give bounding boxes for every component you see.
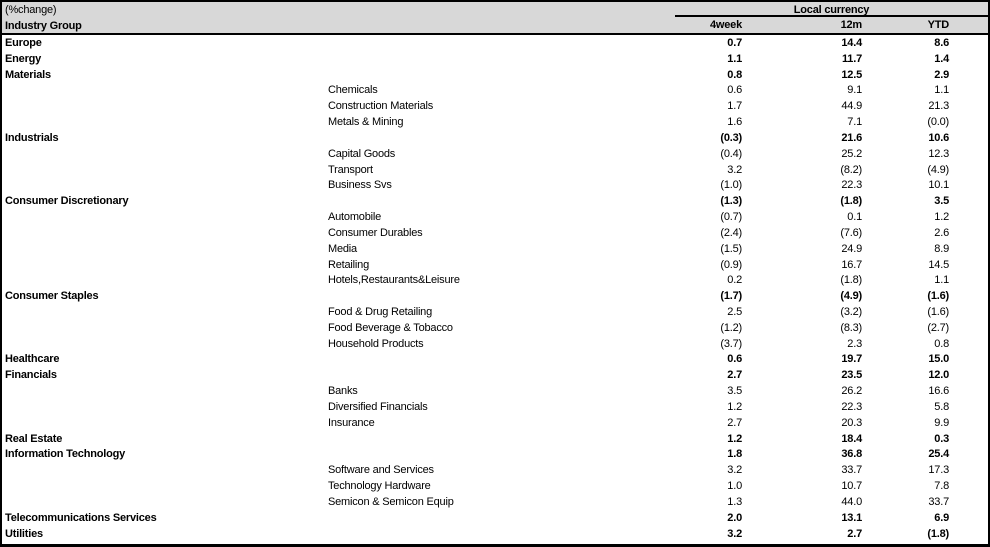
column-headers	[675, 17, 988, 33]
value-4week: 0.8	[727, 68, 742, 81]
industry-group-row	[2, 367, 988, 383]
value-12m: 11.7	[841, 52, 862, 65]
header-right-section	[675, 2, 988, 33]
value-4week: 0.6	[727, 353, 742, 366]
value-ytd: 3.5	[934, 195, 949, 208]
value-ytd: 0.3	[934, 432, 949, 445]
value-ytd: (1.8)	[927, 527, 949, 540]
value-4week: (1.0)	[720, 179, 742, 192]
industry-group-row	[2, 130, 988, 146]
row-label: Media	[328, 242, 357, 255]
value-4week: (0.7)	[720, 211, 742, 224]
row-label: Telecommunications Services	[5, 511, 157, 524]
value-ytd: 1.1	[934, 274, 949, 287]
row-label: Healthcare	[5, 353, 60, 366]
header-left-section	[2, 2, 675, 33]
value-ytd: 10.6	[928, 131, 949, 144]
row-label: Consumer Discretionary	[5, 195, 129, 208]
row-label: Chemicals	[328, 84, 378, 97]
sub-industry-row	[2, 82, 988, 98]
value-4week: 3.5	[727, 385, 742, 398]
industry-group-row	[2, 51, 988, 67]
sub-industry-row	[2, 383, 988, 399]
value-12m: 10.7	[841, 480, 862, 493]
value-ytd: 10.1	[928, 179, 949, 192]
value-4week: 1.2	[727, 432, 742, 445]
row-label: Consumer Durables	[328, 226, 423, 239]
value-ytd: 2.9	[934, 68, 949, 81]
sub-industry-row	[2, 462, 988, 478]
sub-industry-row	[2, 225, 988, 241]
industry-group-row	[2, 352, 988, 368]
value-12m: 9.1	[847, 84, 862, 97]
value-4week: (3.7)	[720, 337, 742, 350]
row-label: Metals & Mining	[328, 116, 404, 129]
value-12m: 0.1	[847, 211, 862, 224]
sub-industry-row	[2, 494, 988, 510]
industry-group-row	[2, 447, 988, 463]
value-4week: 2.0	[727, 511, 742, 524]
row-label: Technology Hardware	[328, 480, 431, 493]
value-12m: 25.2	[841, 147, 862, 160]
value-4week: 2.7	[727, 416, 742, 429]
value-4week: 1.1	[727, 52, 742, 65]
row-label: Automobile	[328, 211, 382, 224]
row-label: Hotels,Restaurants&Leisure	[328, 274, 460, 287]
value-ytd: 14.5	[928, 258, 949, 271]
sub-industry-row	[2, 241, 988, 257]
value-12m: 16.7	[841, 258, 862, 271]
value-12m: 13.1	[841, 511, 862, 524]
value-4week: (1.5)	[720, 242, 742, 255]
row-label: Capital Goods	[328, 147, 396, 160]
row-label: Household Products	[328, 337, 424, 350]
value-ytd: 8.6	[934, 36, 949, 49]
row-label: Transport	[328, 163, 373, 176]
row-label: Real Estate	[5, 432, 63, 445]
value-4week: (1.7)	[720, 290, 742, 303]
value-ytd: 21.3	[928, 100, 949, 113]
value-ytd: 1.4	[934, 52, 949, 65]
value-4week: (1.3)	[720, 195, 742, 208]
value-12m: 24.9	[841, 242, 862, 255]
industry-group-row	[2, 67, 988, 83]
value-12m: (1.8)	[840, 195, 862, 208]
value-12m: (1.8)	[840, 274, 862, 287]
value-4week: 1.8	[727, 448, 742, 461]
column-header-12m: 12m	[840, 19, 862, 31]
sub-industry-row	[2, 304, 988, 320]
value-12m: 12.5	[841, 68, 862, 81]
value-12m: 2.7	[847, 527, 862, 540]
sub-industry-row	[2, 399, 988, 415]
value-ytd: 6.9	[934, 511, 949, 524]
value-ytd: (2.7)	[927, 321, 949, 334]
industry-group-row	[2, 35, 988, 51]
sub-industry-row	[2, 478, 988, 494]
sub-industry-row	[2, 98, 988, 114]
row-label: Industrials	[5, 131, 59, 144]
value-ytd: 7.8	[934, 480, 949, 493]
value-12m: (8.2)	[840, 163, 862, 176]
sub-industry-row	[2, 336, 988, 352]
value-ytd: 1.1	[934, 84, 949, 97]
industry-group-row	[2, 288, 988, 304]
value-ytd: 16.6	[928, 385, 949, 398]
value-4week: 1.2	[727, 400, 742, 413]
column-header-ytd: YTD	[927, 19, 949, 31]
value-12m: 23.5	[841, 369, 862, 382]
row-label: Europe	[5, 36, 42, 49]
value-4week: 3.2	[727, 464, 742, 477]
row-label: Software and Services	[328, 464, 434, 477]
value-4week: (0.4)	[720, 147, 742, 160]
value-ytd: (4.9)	[927, 163, 949, 176]
value-4week: 2.5	[727, 305, 742, 318]
sub-industry-row	[2, 320, 988, 336]
value-ytd: (1.6)	[927, 305, 949, 318]
value-12m: 18.4	[841, 432, 862, 445]
sub-industry-row	[2, 114, 988, 130]
sub-industry-row	[2, 209, 988, 225]
value-4week: 3.2	[727, 527, 742, 540]
value-4week: 3.2	[727, 163, 742, 176]
value-ytd: 5.8	[934, 400, 949, 413]
value-12m: (3.2)	[840, 305, 862, 318]
value-ytd: 15.0	[928, 353, 949, 366]
value-12m: 33.7	[841, 464, 862, 477]
row-label: Consumer Staples	[5, 290, 99, 303]
value-12m: (7.6)	[840, 226, 862, 239]
sub-industry-row	[2, 272, 988, 288]
row-label: Financials	[5, 369, 57, 382]
value-4week: (0.3)	[720, 131, 742, 144]
row-label: Insurance	[328, 416, 375, 429]
sub-industry-row	[2, 146, 988, 162]
sub-industry-row	[2, 162, 988, 178]
row-label: Semicon & Semicon Equip	[328, 495, 454, 508]
value-ytd: 2.6	[934, 226, 949, 239]
pct-change-label: (%change)	[5, 4, 57, 16]
value-ytd: (0.0)	[927, 116, 949, 129]
value-4week: 1.3	[727, 495, 742, 508]
value-ytd: 8.9	[934, 242, 949, 255]
value-ytd: 33.7	[928, 495, 949, 508]
value-12m: (8.3)	[840, 321, 862, 334]
value-12m: 22.3	[841, 179, 862, 192]
industry-group-row	[2, 526, 988, 542]
value-4week: 1.0	[727, 480, 742, 493]
row-label: Utilities	[5, 527, 43, 540]
industry-group-header: Industry Group	[5, 20, 82, 32]
row-label: Diversified Financials	[328, 400, 428, 413]
value-4week: 0.6	[727, 84, 742, 97]
table-header	[2, 2, 988, 35]
sub-industry-row	[2, 257, 988, 273]
value-ytd: (1.6)	[927, 290, 949, 303]
value-4week: (2.4)	[720, 226, 742, 239]
industry-group-row	[2, 193, 988, 209]
column-header-4week: 4week	[709, 19, 742, 31]
industry-group-row	[2, 510, 988, 526]
value-12m: 2.3	[847, 337, 862, 350]
local-currency-header: Local currency	[675, 2, 988, 17]
value-12m: 26.2	[841, 385, 862, 398]
row-label: Energy	[5, 52, 42, 65]
value-12m: 21.6	[841, 131, 862, 144]
value-12m: 7.1	[847, 116, 862, 129]
value-ytd: 17.3	[928, 464, 949, 477]
value-ytd: 25.4	[928, 448, 949, 461]
value-ytd: 9.9	[934, 416, 949, 429]
row-label: Business Svs	[328, 179, 392, 192]
row-label: Food Beverage & Tobacco	[328, 321, 453, 334]
value-4week: 1.7	[727, 100, 742, 113]
industry-group-row	[2, 431, 988, 447]
table-body	[2, 35, 988, 542]
value-ytd: 1.2	[934, 211, 949, 224]
row-label: Food & Drug Retailing	[328, 305, 433, 318]
value-4week: 0.2	[727, 274, 742, 287]
row-label: Construction Materials	[328, 100, 434, 113]
value-4week: (0.9)	[720, 258, 742, 271]
value-4week: (1.2)	[720, 321, 742, 334]
value-12m: 44.9	[841, 100, 862, 113]
value-4week: 1.6	[727, 116, 742, 129]
value-12m: 19.7	[841, 353, 862, 366]
row-label: Retailing	[328, 258, 370, 271]
row-label: Materials	[5, 68, 51, 81]
row-label: Information Technology	[5, 448, 126, 461]
value-12m: (4.9)	[840, 290, 862, 303]
sub-industry-row	[2, 177, 988, 193]
value-12m: 44.0	[841, 495, 862, 508]
value-12m: 20.3	[841, 416, 862, 429]
value-ytd: 12.3	[928, 147, 949, 160]
value-12m: 14.4	[841, 36, 862, 49]
value-12m: 36.8	[841, 448, 862, 461]
sub-industry-row	[2, 415, 988, 431]
value-4week: 0.7	[727, 36, 742, 49]
value-ytd: 12.0	[928, 369, 949, 382]
row-label: Banks	[328, 385, 358, 398]
value-12m: 22.3	[841, 400, 862, 413]
value-4week: 2.7	[727, 369, 742, 382]
value-ytd: 0.8	[934, 337, 949, 350]
